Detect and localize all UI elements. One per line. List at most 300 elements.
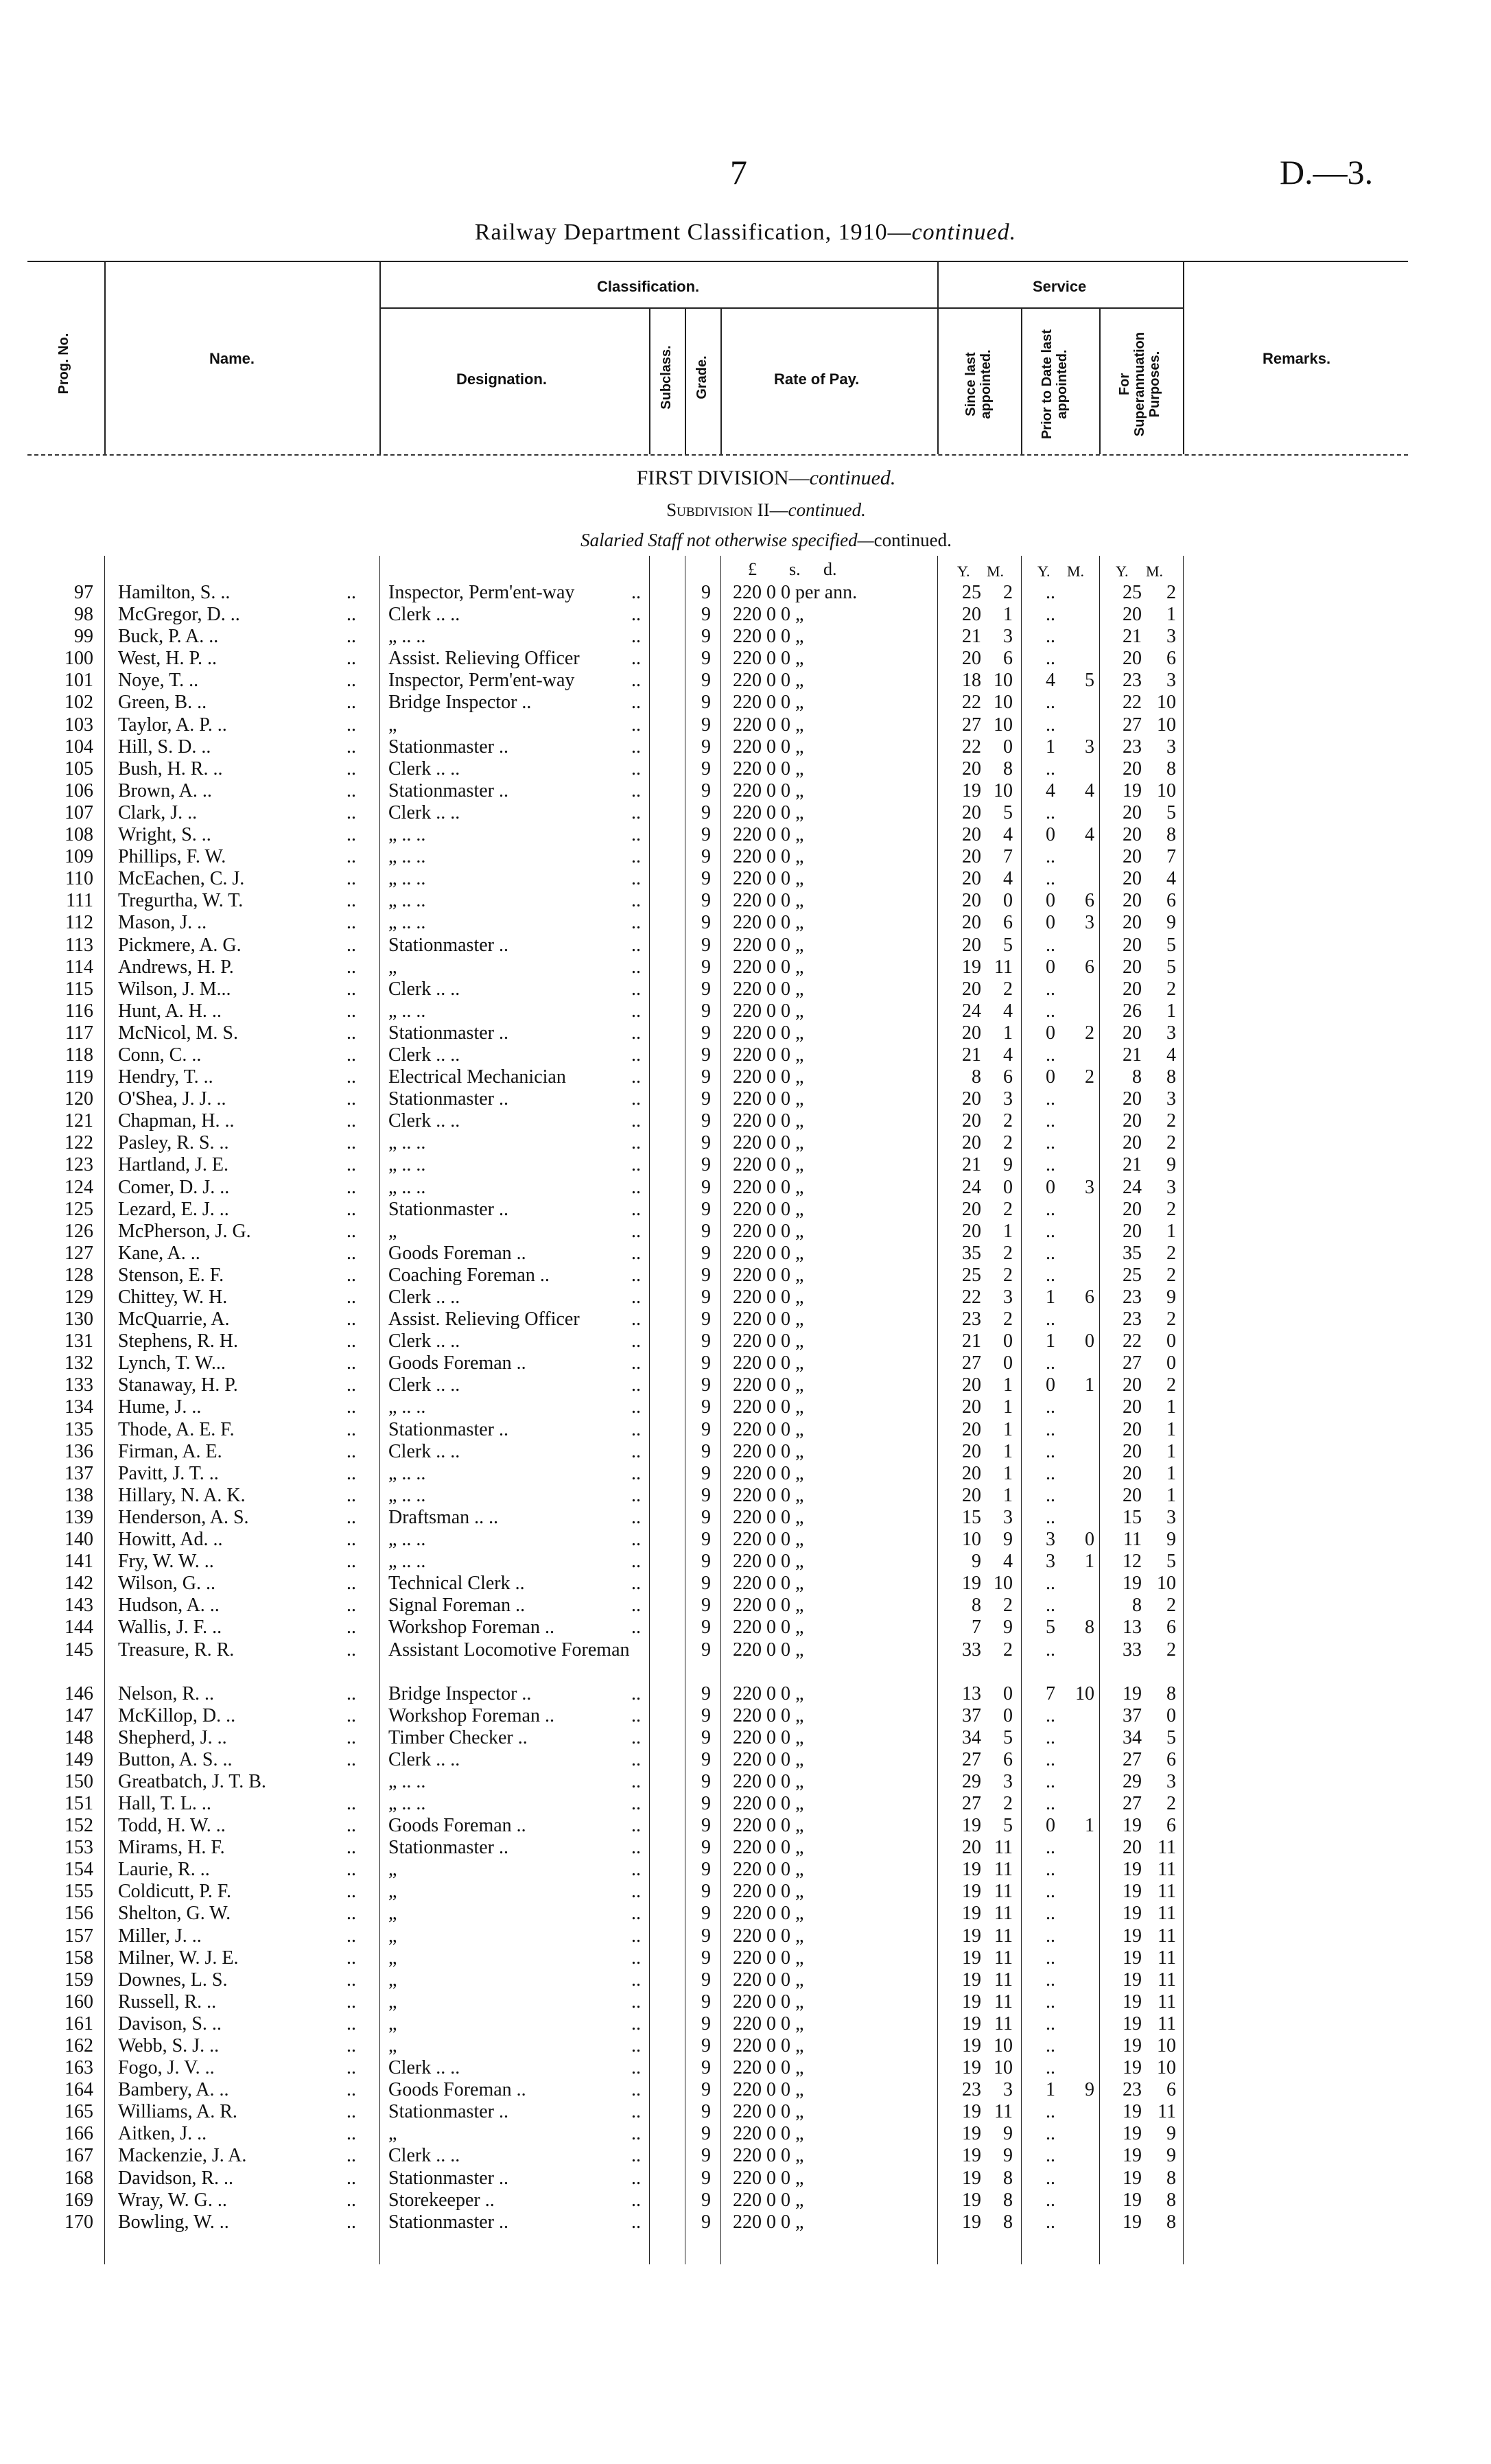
designation: „ .. .. <box>388 1770 426 1792</box>
prog-number: 111 <box>66 890 93 912</box>
rate-of-pay: 220 0 0 „ <box>733 1176 804 1198</box>
super-years: 34 <box>1123 1726 1142 1748</box>
staff-name: Laurie, R. .. <box>118 1859 210 1881</box>
table-row <box>0 2035 1491 2057</box>
rate-of-pay: 220 0 0 „ <box>733 692 804 714</box>
designation-leader: .. <box>631 1903 641 1925</box>
name-leader: .. <box>347 1815 356 1837</box>
designation-leader: .. <box>631 1287 641 1308</box>
super-months: 4 <box>1166 1044 1176 1066</box>
table-row <box>0 935 1491 957</box>
designation: Assist. Relieving Officer <box>388 1309 580 1330</box>
table-row <box>0 1705 1491 1727</box>
rate-of-pay: 220 0 0 „ <box>733 2101 804 2123</box>
prog-number: 153 <box>64 1837 93 1859</box>
table-row <box>0 1287 1491 1309</box>
designation: Technical Clerk .. <box>388 1573 525 1595</box>
name-leader: .. <box>347 956 356 978</box>
table-row <box>0 1771 1491 1793</box>
rate-of-pay: 220 0 0 per ann. <box>733 582 858 603</box>
staff-name: Williams, A. R. <box>118 2101 237 2123</box>
rate-of-pay: 220 0 0 „ <box>733 2211 804 2233</box>
super-years: 20 <box>1123 1374 1142 1396</box>
grade: 9 <box>701 2101 711 2123</box>
rate-of-pay: 220 0 0 „ <box>733 1220 804 1242</box>
prior-years: 1 <box>1046 1287 1055 1308</box>
designation: „ <box>388 1859 397 1881</box>
prog-number: 134 <box>64 1396 93 1418</box>
prog-number: 139 <box>64 1506 93 1528</box>
super-years: 20 <box>1123 934 1142 956</box>
prior-years: 0 <box>1046 956 1055 978</box>
grade: 9 <box>701 1815 711 1837</box>
prog-number: 160 <box>64 1991 93 2013</box>
super-years: 8 <box>1132 1595 1142 1617</box>
grade: 9 <box>701 2057 711 2079</box>
since-months: 0 <box>1003 1704 1013 1726</box>
table-row <box>0 1749 1491 1771</box>
since-years: 20 <box>962 934 981 956</box>
super-years: 35 <box>1123 1242 1142 1264</box>
rate-of-pay: 220 0 0 „ <box>733 1154 804 1176</box>
grade: 9 <box>701 1242 711 1264</box>
designation-leader: .. <box>631 582 641 603</box>
staff-name: Wallis, J. F. .. <box>118 1617 222 1639</box>
designation-leader: .. <box>631 1066 641 1088</box>
super-years: 21 <box>1123 626 1142 648</box>
since-months: 5 <box>1003 1815 1013 1837</box>
rate-of-pay: 220 0 0 „ <box>733 1748 804 1770</box>
designation: „ <box>388 714 397 736</box>
name-leader: .. <box>347 1991 356 2013</box>
since-years: 7 <box>972 1617 981 1639</box>
prior-years: .. <box>1046 1947 1055 1969</box>
since-years: 22 <box>962 1287 981 1308</box>
table-row <box>0 2145 1491 2167</box>
table-row <box>0 1374 1491 1396</box>
since-months: 2 <box>1003 1132 1013 1154</box>
table-row <box>0 978 1491 1000</box>
name-leader: .. <box>347 1947 356 1969</box>
staff-name: Bowling, W. .. <box>118 2211 229 2233</box>
prog-number: 146 <box>64 1682 93 1704</box>
designation: Workshop Foreman .. <box>388 1617 554 1639</box>
prior-months: 1 <box>1085 1374 1094 1396</box>
name-leader: .. <box>347 2145 356 2167</box>
table-row <box>0 1529 1491 1551</box>
designation: Inspector, Perm'ent-way <box>388 670 575 692</box>
rate-of-pay: 220 0 0 „ <box>733 2167 804 2189</box>
table-row <box>0 1265 1491 1287</box>
prior-years: .. <box>1046 2057 1055 2079</box>
super-months: 11 <box>1158 1947 1176 1969</box>
col-divider-2 <box>379 261 381 454</box>
super-years: 20 <box>1123 1418 1142 1440</box>
staff-name: Hudson, A. .. <box>118 1595 220 1617</box>
division-heading <box>0 467 1491 490</box>
prior-years: .. <box>1046 1242 1055 1264</box>
grade: 9 <box>701 714 711 736</box>
designation-leader: .. <box>631 1110 641 1132</box>
super-months: 11 <box>1158 1991 1176 2013</box>
designation-leader: .. <box>631 1947 641 1969</box>
designation-leader: .. <box>631 2057 641 2079</box>
designation: Goods Foreman .. <box>388 1352 526 1374</box>
grade: 9 <box>701 934 711 956</box>
super-years: 19 <box>1123 1903 1142 1925</box>
since-months: 3 <box>1003 2079 1013 2101</box>
staff-name: Hunt, A. H. .. <box>118 1000 222 1022</box>
rate-of-pay: 220 0 0 „ <box>733 1837 804 1859</box>
prior-years: .. <box>1046 1573 1055 1595</box>
super-months: 6 <box>1166 1815 1176 1837</box>
super-years: 19 <box>1123 2013 1142 2034</box>
since-months: 6 <box>1003 1066 1013 1088</box>
designation-leader: .. <box>631 1726 641 1748</box>
prog-number: 141 <box>64 1551 93 1573</box>
super-years: 19 <box>1123 1573 1142 1595</box>
super-years: 20 <box>1123 1220 1142 1242</box>
prog-number: 156 <box>64 1903 93 1925</box>
rate-of-pay: 220 0 0 „ <box>733 1462 804 1484</box>
since-years: 19 <box>962 1881 981 1903</box>
grade: 9 <box>701 670 711 692</box>
super-months: 3 <box>1166 1088 1176 1110</box>
since-months: 11 <box>994 2101 1013 2123</box>
since-months: 11 <box>994 1947 1013 1969</box>
name-leader: .. <box>347 670 356 692</box>
staff-name: Webb, S. J. .. <box>118 2035 220 2056</box>
super-years: 19 <box>1123 2101 1142 2123</box>
grade: 9 <box>701 801 711 823</box>
since-years: 27 <box>962 1792 981 1814</box>
since-months: 0 <box>1003 1352 1013 1374</box>
prog-number: 130 <box>64 1309 93 1330</box>
grade: 9 <box>701 956 711 978</box>
staff-name: Buck, P. A. .. <box>118 626 219 648</box>
grade: 9 <box>701 1792 711 1814</box>
designation-leader: .. <box>631 2013 641 2034</box>
prior-years: .. <box>1046 1595 1055 1617</box>
rate-of-pay: 220 0 0 „ <box>733 978 804 1000</box>
super-years: 19 <box>1123 1925 1142 1947</box>
rate-of-pay: 220 0 0 „ <box>733 1330 804 1352</box>
grade: 9 <box>701 1595 711 1617</box>
rate-of-pay: 220 0 0 „ <box>733 1044 804 1066</box>
since-years: 33 <box>962 1639 981 1661</box>
since-years: 20 <box>962 1462 981 1484</box>
since-years: 20 <box>962 978 981 1000</box>
subdivision-continued: continued. <box>788 500 866 520</box>
super-months: 1 <box>1166 1220 1176 1242</box>
grade: 9 <box>701 1903 711 1925</box>
since-years: 9 <box>972 1551 981 1573</box>
prior-years: .. <box>1046 1440 1055 1462</box>
since-months: 5 <box>1003 801 1013 823</box>
designation-leader: .. <box>631 1022 641 1044</box>
table-row <box>0 824 1491 846</box>
since-months: 6 <box>1003 1748 1013 1770</box>
since-years: 19 <box>962 2145 981 2167</box>
name-leader: .. <box>347 1330 356 1352</box>
designation: „ .. .. <box>388 1132 426 1154</box>
since-months: 4 <box>1003 1044 1013 1066</box>
table-row <box>0 758 1491 780</box>
designation: Clerk .. .. <box>388 1374 460 1396</box>
rate-of-pay: 220 0 0 „ <box>733 1770 804 1792</box>
prior-years: .. <box>1046 2211 1055 2233</box>
rate-of-pay: 220 0 0 „ <box>733 1573 804 1595</box>
designation: Assistant Locomotive Foreman <box>388 1639 630 1661</box>
unit-months-1: M. <box>987 563 1005 580</box>
staff-name: Comer, D. J. .. <box>118 1176 230 1198</box>
since-years: 8 <box>972 1066 981 1088</box>
grade: 9 <box>701 1947 711 1969</box>
rate-of-pay: 220 0 0 „ <box>733 1506 804 1528</box>
prog-number: 136 <box>64 1440 93 1462</box>
since-years: 20 <box>962 1110 981 1132</box>
since-years: 19 <box>962 2123 981 2145</box>
super-months: 11 <box>1158 1859 1176 1881</box>
designation-leader: .. <box>631 934 641 956</box>
subdivision-label: Subdivision II— <box>666 500 788 520</box>
table-row <box>0 1396 1491 1418</box>
unit-months-3: M. <box>1146 563 1164 580</box>
designation: Electrical Mechanician <box>388 1066 566 1088</box>
designation: Clerk .. .. <box>388 1330 460 1352</box>
since-years: 19 <box>962 2057 981 2079</box>
since-months: 4 <box>1003 824 1013 846</box>
prior-years: .. <box>1046 1859 1055 1881</box>
prior-years: .. <box>1046 1220 1055 1242</box>
super-months: 5 <box>1166 1551 1176 1573</box>
staff-name: Stenson, E. F. <box>118 1264 224 1286</box>
designation-leader: .. <box>631 1374 641 1396</box>
name-leader: .. <box>347 1242 356 1264</box>
prior-months: 2 <box>1085 1066 1094 1088</box>
grade: 9 <box>701 626 711 648</box>
prog-number: 144 <box>64 1617 93 1639</box>
prior-years: 3 <box>1046 1551 1055 1573</box>
rate-of-pay: 220 0 0 „ <box>733 1242 804 1264</box>
super-years: 19 <box>1123 1859 1142 1881</box>
staff-name: Stephens, R. H. <box>118 1330 238 1352</box>
table-row <box>0 1154 1491 1176</box>
rate-of-pay: 220 0 0 „ <box>733 758 804 779</box>
prior-years: 3 <box>1046 1529 1055 1551</box>
super-months: 10 <box>1157 692 1176 714</box>
super-months: 1 <box>1166 1484 1176 1506</box>
grade: 9 <box>701 758 711 779</box>
subdivision-heading <box>0 500 1491 521</box>
col-divider-5 <box>720 307 722 454</box>
since-years: 20 <box>962 846 981 868</box>
super-years: 20 <box>1123 604 1142 626</box>
rate-of-pay: 220 0 0 „ <box>733 824 804 846</box>
staff-name: Pavitt, J. T. .. <box>118 1462 219 1484</box>
prog-number: 104 <box>64 736 93 758</box>
designation: „ .. .. <box>388 868 426 890</box>
classification-rule <box>379 307 1184 309</box>
rate-of-pay: 220 0 0 „ <box>733 736 804 758</box>
designation: Clerk .. .. <box>388 801 460 823</box>
name-leader: .. <box>347 1682 356 1704</box>
super-years: 20 <box>1123 1462 1142 1484</box>
designation-leader: .. <box>631 1440 641 1462</box>
rate-of-pay: 220 0 0 „ <box>733 1792 804 1814</box>
designation-leader: .. <box>631 670 641 692</box>
rate-of-pay: 220 0 0 „ <box>733 2057 804 2079</box>
prog-number: 101 <box>64 670 93 692</box>
table-row <box>0 1221 1491 1243</box>
rate-of-pay: 220 0 0 „ <box>733 801 804 823</box>
staff-name: Kane, A. .. <box>118 1242 200 1264</box>
grade: 9 <box>701 1748 711 1770</box>
grade: 9 <box>701 1704 711 1726</box>
name-leader: .. <box>347 758 356 779</box>
prior-years: .. <box>1046 1484 1055 1506</box>
prog-number: 143 <box>64 1595 93 1617</box>
prior-months: 3 <box>1085 736 1094 758</box>
super-years: 20 <box>1123 912 1142 934</box>
since-months: 2 <box>1003 1309 1013 1330</box>
header-service: Service <box>1033 278 1087 295</box>
designation-leader: .. <box>631 1264 641 1286</box>
super-months: 3 <box>1166 1770 1176 1792</box>
title-continued: continued. <box>911 220 1017 245</box>
super-years: 19 <box>1123 2189 1142 2211</box>
grade: 9 <box>701 978 711 1000</box>
staff-name: Hume, J. .. <box>118 1396 202 1418</box>
since-months: 10 <box>994 2057 1013 2079</box>
page-title <box>0 220 1491 246</box>
since-months: 9 <box>1003 2145 1013 2167</box>
staff-name: Stanaway, H. P. <box>118 1374 238 1396</box>
staff-name: Henderson, A. S. <box>118 1506 249 1528</box>
table-row <box>0 2190 1491 2211</box>
designation-leader: .. <box>631 1859 641 1881</box>
super-months: 10 <box>1157 714 1176 736</box>
prior-years: 4 <box>1046 670 1055 692</box>
super-years: 19 <box>1123 1881 1142 1903</box>
designation-leader: .. <box>631 801 641 823</box>
super-years: 19 <box>1123 2123 1142 2145</box>
super-years: 33 <box>1123 1639 1142 1661</box>
since-years: 20 <box>962 890 981 912</box>
prior-years: .. <box>1046 1154 1055 1176</box>
staff-name: Bambery, A. .. <box>118 2079 229 2101</box>
staff-name: McNicol, M. S. <box>118 1022 238 1044</box>
since-months: 2 <box>1003 1595 1013 1617</box>
table-row <box>0 1507 1491 1529</box>
table-row <box>0 1177 1491 1199</box>
designation: Clerk .. .. <box>388 978 460 1000</box>
prog-number: 161 <box>64 2013 93 2034</box>
designation-leader: .. <box>631 1969 641 1991</box>
since-months: 1 <box>1003 1220 1013 1242</box>
prior-months: 6 <box>1085 956 1094 978</box>
designation-leader: .. <box>631 1396 641 1418</box>
designation-leader: .. <box>631 1551 641 1573</box>
grade: 9 <box>701 1220 711 1242</box>
super-months: 5 <box>1166 801 1176 823</box>
rate-of-pay: 220 0 0 „ <box>733 1947 804 1969</box>
super-years: 23 <box>1123 736 1142 758</box>
designation-leader: .. <box>631 912 641 934</box>
grade: 9 <box>701 779 711 801</box>
since-months: 1 <box>1003 1374 1013 1396</box>
since-months: 11 <box>994 1925 1013 1947</box>
name-leader: .. <box>347 1792 356 1814</box>
designation: Coaching Foreman .. <box>388 1264 550 1286</box>
table-row <box>0 890 1491 912</box>
name-leader: .. <box>347 2079 356 2101</box>
prior-years: .. <box>1046 1309 1055 1330</box>
division-label: FIRST DIVISION— <box>636 467 810 489</box>
since-months: 1 <box>1003 1484 1013 1506</box>
super-months: 11 <box>1158 2013 1176 2034</box>
since-years: 19 <box>962 2035 981 2056</box>
designation-leader: .. <box>631 2189 641 2211</box>
super-months: 1 <box>1166 1440 1176 1462</box>
designation-leader: .. <box>631 956 641 978</box>
since-months: 9 <box>1003 2123 1013 2145</box>
table-row <box>0 1881 1491 1903</box>
prior-years: 1 <box>1046 2079 1055 2101</box>
designation-leader: .. <box>631 758 641 779</box>
super-months: 2 <box>1166 1264 1176 1286</box>
super-years: 19 <box>1123 779 1142 801</box>
designation-leader: .. <box>631 1132 641 1154</box>
super-years: 26 <box>1123 1000 1142 1022</box>
prior-years: 1 <box>1046 1330 1055 1352</box>
table-row <box>0 1044 1491 1066</box>
prior-years: .. <box>1046 934 1055 956</box>
prior-years: .. <box>1046 801 1055 823</box>
name-leader: .. <box>347 1154 356 1176</box>
header-designation: Designation. <box>456 371 548 388</box>
super-years: 22 <box>1123 692 1142 714</box>
table-row <box>0 2057 1491 2079</box>
designation: Goods Foreman .. <box>388 1242 526 1264</box>
designation: „ <box>388 1881 397 1903</box>
designation: „ .. .. <box>388 1551 426 1573</box>
since-years: 10 <box>962 1529 981 1551</box>
super-months: 4 <box>1166 868 1176 890</box>
staff-table-body <box>0 582 1491 2233</box>
grade: 9 <box>701 1726 711 1748</box>
prog-number: 127 <box>64 1242 93 1264</box>
name-leader: .. <box>347 1462 356 1484</box>
rate-of-pay: 220 0 0 „ <box>733 1682 804 1704</box>
prior-years: .. <box>1046 2145 1055 2167</box>
name-leader: .. <box>347 1198 356 1220</box>
col-divider-4 <box>685 307 686 454</box>
unit-shilling: s. <box>789 559 801 579</box>
prior-years: .. <box>1046 1110 1055 1132</box>
super-years: 37 <box>1123 1704 1142 1726</box>
table-row <box>0 1330 1491 1352</box>
staff-label: Salaried Staff not otherwise specified— <box>580 530 874 550</box>
designation: Clerk .. .. <box>388 1287 460 1308</box>
since-months: 2 <box>1003 1110 1013 1132</box>
prog-number: 158 <box>64 1947 93 1969</box>
designation-leader: .. <box>631 1925 641 1947</box>
prog-number: 116 <box>65 1000 93 1022</box>
since-years: 19 <box>962 1947 981 1969</box>
rate-of-pay: 220 0 0 „ <box>733 670 804 692</box>
designation-leader: .. <box>631 2101 641 2123</box>
